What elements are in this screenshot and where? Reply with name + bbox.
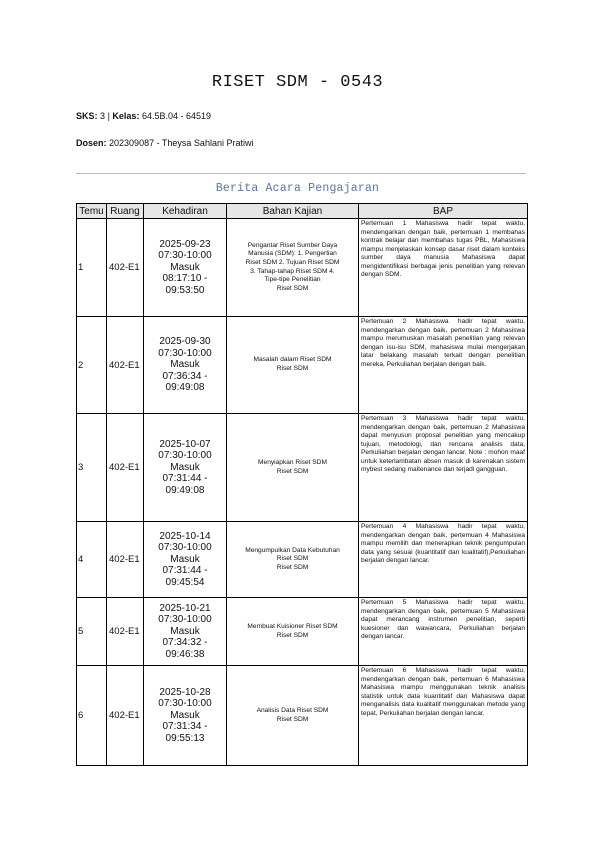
cell-ruang: 402-E1 — [107, 317, 144, 414]
document-title: RISET SDM - 0543 — [211, 73, 384, 92]
cell-bap: Pertemuan 1 Mahasiswa hadir tepat waktu, mendengarkan dengan baik, pertemuan 1 membahas kontrak belajar dan membahas tugas PBL, Mahasiswa mampu menjelaskan konsep dasar riset dalam konteks sumber daya manusia Mahasiswa dapat mengidentifikasi berbagai jenis penelitian yang relevan dengan SDM. — [359, 219, 528, 317]
att-status: Masuk — [170, 359, 200, 371]
meta-separator: | — [107, 111, 110, 121]
att-date: 2025-10-14 — [159, 530, 211, 542]
bahan-line: Masalah dalam Riset SDM — [253, 356, 332, 364]
divider — [76, 173, 526, 174]
att-time: 07:30-10:00 — [158, 698, 212, 710]
cell-bap: Pertemuan 2 Mahasiswa hadir tepat waktu, mendengarkan dengan baik, pertemuan 2 Mahasiswa mampu merumuskan masalah penelitian yang relevan dengan isu-isu SDM, mahasiswa mulai mengerjakan latar belakang masalah terkait dengan penelitian mereka, Perkuliahan berjalan dengan baik. — [359, 317, 528, 414]
att-date: 2025-10-28 — [159, 686, 211, 698]
cell-bahan-kajian — [227, 522, 359, 598]
cell-temu: 4 — [77, 522, 107, 598]
lecturer-info — [76, 138, 253, 148]
att-in: 07:36:34 - — [162, 370, 208, 382]
section-title: Berita Acara Pengajaran — [215, 182, 380, 195]
att-out: 09:55:13 — [165, 732, 205, 744]
att-time: 07:30-10:00 — [158, 450, 212, 462]
att-time: 07:30-10:00 — [158, 347, 212, 359]
kelas-label: Kelas: — [112, 111, 140, 121]
cell-bahan-kajian — [227, 317, 359, 414]
cell-bap: Pertemuan 6 Mahasiswa hadir tepat waktu, mendengarkan dengan baik, pertemuan 6 Mahasiswa Mahasiswa mampu menggunakan teknik analisis statistik untuk data kuantitatif dan Mahasiswa dapat menganalisis data kualitatif menggunakan metode yang tepat, Perkuliahan berjalan dengan lancar. — [359, 666, 528, 766]
table-row — [77, 666, 528, 766]
teaching-report-table — [76, 203, 528, 766]
table-row — [77, 219, 528, 317]
table-row — [77, 522, 528, 598]
course-info — [76, 111, 211, 121]
bahan-line: Riset SDM 2. Tujuan Riset SDM — [245, 258, 340, 266]
bahan-line: Riset SDM — [276, 467, 309, 475]
cell-bahan-kajian — [227, 598, 359, 666]
cell-ruang: 402-E1 — [107, 666, 144, 766]
cell-temu: 5 — [77, 598, 107, 666]
table-header-row — [77, 204, 528, 219]
kelas-value: 64.5B.04 - 64519 — [141, 111, 212, 121]
cell-bahan-kajian — [227, 666, 359, 766]
att-out: 09:49:08 — [165, 484, 205, 496]
cell-kehadiran — [144, 598, 227, 666]
cell-ruang: 402-E1 — [107, 219, 144, 317]
att-in: 07:31:44 - — [162, 473, 208, 485]
cell-kehadiran — [144, 219, 227, 317]
bahan-line: Riset SDM — [276, 563, 309, 571]
cell-ruang: 402-E1 — [107, 598, 144, 666]
cell-temu: 3 — [77, 414, 107, 522]
att-date: 2025-09-23 — [159, 238, 211, 250]
dosen-value: 202309087 - Theysa Sahlani Pratiwi — [109, 138, 254, 148]
att-out: 09:45:54 — [165, 576, 205, 588]
att-status: Masuk — [170, 461, 200, 473]
cell-kehadiran — [144, 414, 227, 522]
cell-bap: Pertemuan 5 Mahasiswa hadir tepat waktu, mendengarkan dengan baik, pertemuan 5 Mahasiswa dapat merancang instrumen penelitian, seperti kuesioner dan wawancara, Perkuliahan berjalan dengan lancar. — [359, 598, 528, 666]
cell-kehadiran — [144, 522, 227, 598]
cell-bap: Pertemuan 4 Mahasiswa hadir tepat waktu, mendengarkan dengan baik, pertemuan 4 Mahasiswa mampu memilih dan menerapkan teknik pengumpulan data yang sesuai (kuantitatif dan kualitatif),Perkuliahan berjalan dengan lancar. — [359, 522, 528, 598]
header-ruang: Ruang — [107, 204, 144, 219]
att-out: 09:49:08 — [165, 382, 205, 394]
header-kehadiran: Kehadiran — [144, 204, 227, 219]
bahan-line: Riset SDM — [276, 715, 309, 723]
dosen-label: Dosen: — [76, 138, 107, 148]
att-in: 07:31:34 - — [162, 721, 208, 733]
table-row — [77, 414, 528, 522]
bahan-line: Mengumpulkan Data Kebutuhan — [245, 546, 340, 554]
bahan-line: Menyiapkan Riset SDM — [258, 458, 327, 466]
att-status: Masuk — [170, 625, 200, 637]
sks-label: SKS: — [76, 111, 98, 121]
cell-temu: 1 — [77, 219, 107, 317]
header-bap: BAP — [359, 204, 528, 219]
att-date: 2025-10-21 — [159, 602, 211, 614]
cell-bahan-kajian — [227, 219, 359, 317]
att-status: Masuk — [170, 553, 200, 565]
att-in: 07:34:32 - — [162, 637, 208, 649]
bahan-line: Tipe-tipe Penelitian — [264, 276, 321, 284]
bahan-line: Analisis Data Riset SDM — [256, 706, 329, 714]
att-date: 2025-10-07 — [159, 438, 211, 450]
bahan-line: Membuat Kuisioner Riset SDM — [247, 622, 338, 630]
att-time: 07:30-10:00 — [158, 250, 212, 262]
table-row — [77, 598, 528, 666]
cell-bahan-kajian — [227, 414, 359, 522]
table-row — [77, 317, 528, 414]
cell-bap: Pertemuan 3 Mahasiswa hadir tepat waktu, mendengarkan dengan baik, pertemuan 2 Mahasiswa dapat menyusun proposal penelitian yang mencakup tujuan, metodologi, dan rencana analisis data, Perkuliahan berjalan dengan lancar. Note : mohon maaf untuk keterlambatan absen masuk di karenakan sistem mybest sedang maitenance dan terjadi gangguan. — [359, 414, 528, 522]
bahan-line: Riset SDM — [276, 284, 309, 292]
att-out: 09:53:50 — [165, 284, 205, 296]
cell-temu: 2 — [77, 317, 107, 414]
att-out: 09:46:38 — [165, 648, 205, 660]
att-in: 08:17:10 - — [162, 273, 208, 285]
att-status: Masuk — [170, 261, 200, 273]
header-temu: Temu — [77, 204, 107, 219]
cell-temu: 6 — [77, 666, 107, 766]
cell-kehadiran — [144, 317, 227, 414]
bahan-line: Riset SDM — [276, 555, 309, 563]
cell-ruang: 402-E1 — [107, 414, 144, 522]
att-in: 07:31:44 - — [162, 565, 208, 577]
bahan-line: Pengantar Riset Sumber Daya — [247, 241, 338, 249]
att-time: 07:30-10:00 — [158, 542, 212, 554]
bahan-line: 3. Tahap-tahap Riset SDM 4. — [250, 267, 335, 275]
header-bahan-kajian: Bahan Kajian — [227, 204, 359, 219]
sks-value: 3 — [100, 111, 106, 121]
cell-ruang: 402-E1 — [107, 522, 144, 598]
att-status: Masuk — [170, 709, 200, 721]
bahan-line: Riset SDM — [276, 365, 309, 372]
bahan-line: Riset SDM — [276, 631, 309, 639]
cell-kehadiran — [144, 666, 227, 766]
bahan-line: Manusia (SDM): 1. Pengertian — [248, 250, 337, 258]
att-date: 2025-09-30 — [159, 336, 211, 348]
att-time: 07:30-10:00 — [158, 614, 212, 626]
